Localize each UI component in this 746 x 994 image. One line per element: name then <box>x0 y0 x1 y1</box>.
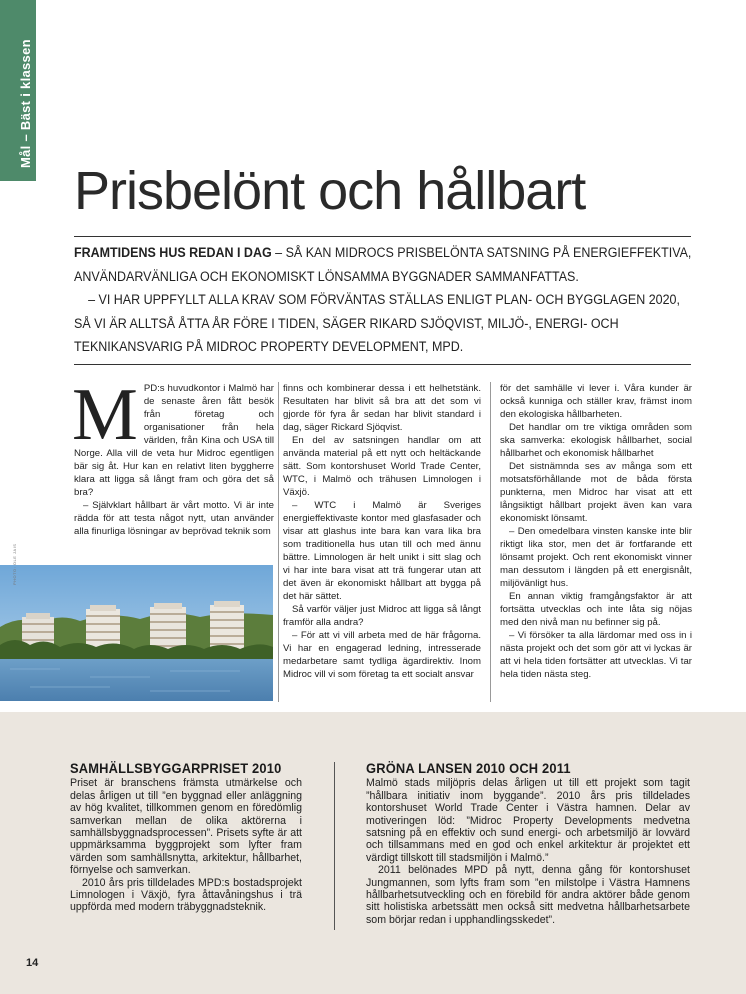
fact-box-divider <box>334 762 335 930</box>
fact-box-heading: GRÖNA LANSEN 2010 OCH 2011 <box>366 760 571 776</box>
body-column-3 <box>500 382 692 681</box>
top-rule <box>74 236 691 237</box>
body-paragraph: Så varför väljer just Midroc att ligga så långt framför alla andra? <box>283 604 481 628</box>
photo-credit: PHOTO: OLE JAIS <box>12 543 17 585</box>
column-divider <box>278 382 279 702</box>
fact-box-paragraph: 2011 belönades MPD på nytt, denna gång för kontorshuset Jungmannen, som lyfts fram som ”en milstolpe i Västra Hamnens hållbarhetsutveckling och en förebild för andra aktörer både genom sitt holistiska arbetssätt men också sitt medvetna hållbarhetsarbete som börjar redan i upphandlingsskedet”. <box>366 864 690 926</box>
body-column-1 <box>72 374 274 538</box>
lead-bold: FRAMTIDENS HUS REDAN I DAG <box>74 245 272 261</box>
lead-rule <box>74 364 691 365</box>
section-tab <box>0 0 36 181</box>
fact-box-grona-lansen <box>366 762 690 926</box>
body-paragraph: En annan viktig framgångsfaktor är att fortsätta utvecklas och inte låta sig nöjas med den nivå man nu befinner sig på. <box>500 591 692 628</box>
body-column-2 <box>283 382 481 681</box>
dropcap: M <box>72 374 138 456</box>
article-lead <box>74 242 692 360</box>
body-paragraph: Det handlar om tre viktiga områden som ska samverka: ekologisk hållbarhet, social hållbarhet och ekonomisk hållbarhet <box>500 422 692 459</box>
body-paragraph: Det sistnämnda ses av många som ett motsatsförhållande mot de båda första punkterna, men Midroc har visat att ett långsiktigt hållbart projekt även kan vara ekonomiskt lönsamt. <box>500 461 692 524</box>
body-paragraph: En del av satsningen handlar om att använda material på ett nytt och heltäckande sätt. Som kontorshuset World Trade Center, WTC, i Malmö och trähusen Limnologen i Växjö. <box>283 435 481 498</box>
body-paragraph: MPD:s huvudkontor i Malmö har de senaste åren fått besök från företag och organisationer från hela världen, från Kina och USA till Norge. Alla vill de veta hur Midroc egentligen bär sig åt. Hur kan en relativt liten byggherre klara att ligga så långt fram och göra det så bra? <box>72 374 274 498</box>
fact-box-samhallsbyggarpriset <box>70 762 302 914</box>
article-title: Prisbelönt och hållbart <box>74 161 586 221</box>
body-paragraph: för det samhälle vi lever i. Våra kunder är också kunniga och ställer krav, främst inom den ekologiska hållbarheten. <box>500 383 692 420</box>
lead-text: – SÅ KAN MIDROCS PRISBELÖNTA SATSNING PÅ ENERGIEFFEKTIVA, ANVÄNDARVÄNLIGA OCH EKONOMISKT LÖNSAMMA BYGGNADER SAMMANFATTAS. <box>74 245 692 285</box>
body-paragraph: – Vi försöker ta alla lärdomar med oss in i nästa projekt och det som gör att vi lyckas är att vi hela tiden fortsätter att utvecklas. Vi tar hela tiden nästa steg. <box>500 630 692 680</box>
building-photo <box>0 565 273 701</box>
body-paragraph: – Självklart hållbart är vårt motto. Vi är inte rädda för att testa något nytt, utan använder alla finurliga lösningar av beprövad teknik som <box>74 500 274 537</box>
lead-quote: – VI HAR UPPFYLLT ALLA KRAV SOM FÖRVÄNTAS STÄLLAS ENLIGT PLAN- OCH BYGGLAGEN 2020, SÅ VI ÄR ALLTSÅ ÅTTA ÅR FÖRE I TIDEN, SÄGER RIKARD SJÖQVIST, MILJÖ-, ENERGI- OCH TEKNIKANSVARIG PÅ MIDROC PROPERTY DEVELOPMENT, MPD. <box>74 292 680 355</box>
page-number: 14 <box>26 957 39 969</box>
fact-box-paragraph: 2010 års pris tilldelades MPD:s bostadsprojekt Limnologen i Växjö, fyra åttavåningshus i trä uppförda med modern träbyggnadsteknik. <box>70 876 302 914</box>
lead-paragraph <box>74 242 692 289</box>
fact-box-heading: SAMHÄLLSBYGGARPRISET 2010 <box>70 760 282 776</box>
body-paragraph: finns och kombinerar dessa i ett helhetstänk. Resultaten har blivit så bra att det som vi gjorde för fyra år sedan har blivit standard i dag, säger Rickard Sjöqvist. <box>283 383 481 433</box>
waterfront-buildings-image <box>0 565 273 701</box>
fact-box-paragraph: Malmö stads miljöpris delas årligen ut till ett projekt som tagit ”hållbara initiativ inom byggande”. 2010 års pris tilldelades kontorshuset World Trade Center i Västra hamnen. Delar av motiveringen löd: ”Midroc Property Developments medvetna satsning på en effektiv och sund energi- och arbetsmiljö är lovvärd och tillsammans med en god och enkel arkitektur är projektet ett värdigt tillskott till stadsmiljön i Malmö.” <box>366 777 690 864</box>
body-paragraph: – För att vi vill arbeta med de här frågorna. Vi har en engagerad ledning, intresserade medarbetare samt tydliga ägardirektiv. Inom Midroc vill vi som företag ta ett socialt ansvar <box>283 630 481 680</box>
body-paragraph: – Den omedelbara vinsten kanske inte blir riktigt lika stor, men det är fortfarande ett lönsamt projekt. Och rent ekonomiskt vinner man dessutom i längden på ett energisnålt, miljövänligt hus. <box>500 526 692 589</box>
fact-box-paragraph: Priset är branschens främsta utmärkelse och delas årligen ut till ”en byggnad eller anläggning av hög kvalitet, tillkommen genom en föredömlig samverkan mellan de olika aktörerna i samhällsbyggnadsprocessen”. Prisets syfte är att uppmärksamma byggprojekt som lyfter fram värden som samhällsnytta, arkitektur, hållbarhet, förnyelse och samverkan. <box>70 777 302 877</box>
section-label: Mål – Bäst i klassen <box>18 39 33 168</box>
body-paragraph: – WTC i Malmö är Sveriges energieffektivaste kontor med glasfasader och visar att glashus inte bara kan vara lika bra som traditionella hus utan till och med ännu bättre. Limnologen är helt unikt i sitt slag och vi har inte bara visat att trä fungerar utan att det även är ekonomiskt hållbart att bygga på det här sättet. <box>283 500 481 602</box>
column-divider <box>490 382 491 702</box>
